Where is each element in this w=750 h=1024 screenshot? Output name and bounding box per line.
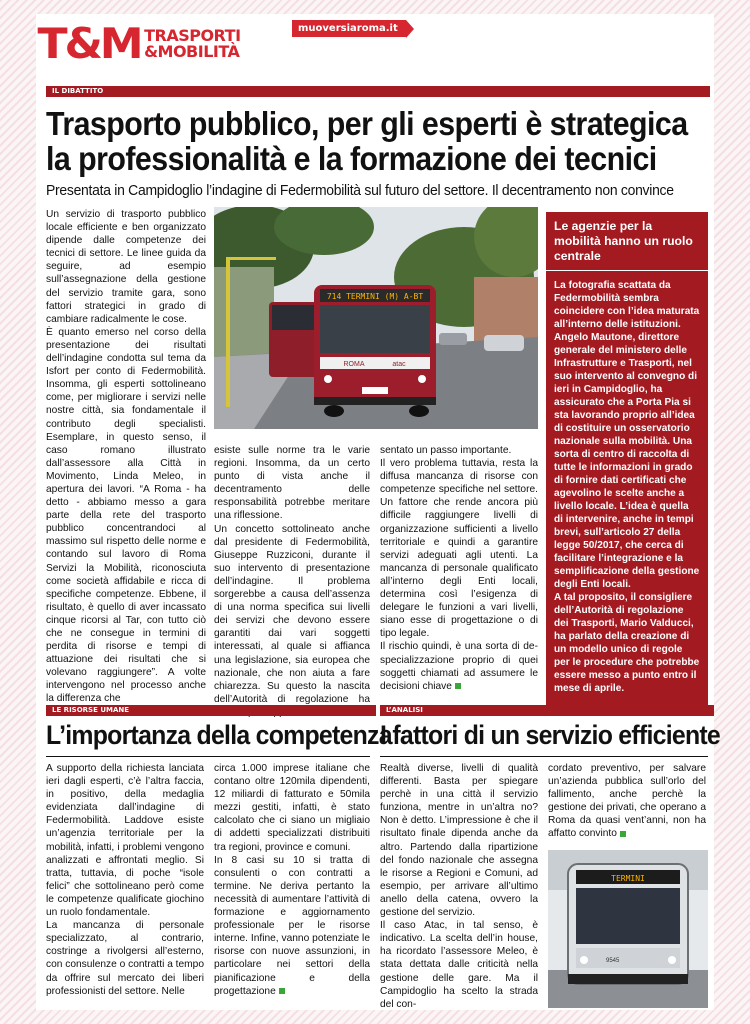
subheadline: Presentata in Campidoglio l’indagine di Federmobilità sul futuro del settore. Il decentramento non convince xyxy=(46,182,674,199)
sidebar-paragraph: La fotografia scattata da Federmobilità sembra coincidere con l’idea maturata all’interno delle istituzioni. Angelo Mautone, direttore generale del ministero delle Infrastrutture e Trasporti, nel suo intervento al convegno di ieri in Campidoglio, ha assicurato che a Porta Pia si sta lavorando proprio all’idea di costituire un osservatorio nazionale sulla mobilità. Una sorta di centro di raccolta di tutte le informazioni in grado di fornire dati certificati che agevolino le scelte anche a livello locale. L’idea è quella di intervenire, anche in tempi brevi, sull’articolo 27 della legge 50/2017, che cerca di facilitare l’integrazione e la semplificazione della gestione degli Enti locali. xyxy=(554,280,700,590)
sidebar-paragraph: A tal proposito, il consigliere dell’Autorità di regolazione dei Trasporti, Mario Valducci, ha parlato della creazione di un modello unico di regole per le procedure che potrebbe essere messo a punto entro il mese di aprile. xyxy=(554,592,700,694)
bus-photo xyxy=(214,207,538,429)
bus-illustration-2 xyxy=(548,850,708,1008)
paragraph: esiste sulle norme tra le varie regioni. Insomma, da un certo punto di vista anche il decentramento delle responsabilità potrebbe meritare una riflessione. xyxy=(214,445,370,522)
bus-photo-2 xyxy=(548,850,708,1008)
website-tag: muoversiaroma.it xyxy=(292,20,406,37)
bus-brand-atac: atac xyxy=(392,361,406,368)
article-column-2 xyxy=(214,444,370,719)
article-2-headline: L’importanza della competenza xyxy=(46,720,392,750)
paragraph: Un concetto sottolineato anche dal presidente di Federmobilità, Giuseppe Ruzziconi, durante il suo intervento di presentazione dell’indagine. Il problema sorgerebbe a causa dell’assenza di una norma specifica sui livelli dei servizi che devono essere garantiti dai vari soggetti interessati, al quale si affianca una legislazione, sia europea che nazionale, che non aiuta a fare chiarezza. Su questo la nascita dell’Autorità di regolazione ha xyxy=(214,523,370,705)
section-label: L’ANALISI xyxy=(380,705,714,716)
logo-monogram: T&M xyxy=(37,19,141,68)
article-3-headline: I fattori di un servizio efficiente xyxy=(380,720,721,750)
article-2-column-2 xyxy=(214,762,370,998)
logo-wordmark xyxy=(144,28,240,60)
bus-2-destination-sign: TERMINI xyxy=(611,874,645,883)
divider xyxy=(46,756,370,757)
divider xyxy=(380,756,708,757)
paragraph: La mancanza di personale specializzato, al contrario, costringe a rivolgersi all’esterno, con consulenze o contratti a tempo da offrire sul mercato dei liberi professionisti del settore. Nelle xyxy=(46,920,205,997)
article-2-column-1 xyxy=(46,762,204,998)
end-mark-icon xyxy=(620,831,626,837)
paragraph xyxy=(548,762,706,841)
paragraph xyxy=(214,854,370,998)
bus-destination-sign: 714 TERMINI (M) A-BT xyxy=(326,292,424,301)
paragraph-text: Il rischio quindi, è una sorta di de-specializzazione proprio di quei soggetti chiamati ad assumere le decisioni chiave xyxy=(380,641,538,692)
paragraph: Realtà diverse, livelli di qualità differenti. Basta per spiegare perchè in una città il servizio funziona, mentre in un’altra no? Non è detto. L’impressione è che il risultato finale dipenda anche da altro. Partendo dalla ripartizione del fondo nazionale che assegna le risorse a Regioni e Comuni, ad esempio, per arrivare all’ultimo anello della catena, ovvero la gestione del servizio. xyxy=(380,763,538,919)
section-label: LE RISORSE UMANE xyxy=(46,705,376,716)
paragraph: Il caso Atac, in tal senso, è indicativo. La scelta dell’in house, ha ricordato l’assessore Meleo, è stata dettata dalle criticità nella gestione delle gare. Ma il Campidoglio ha scelto la strada del con- xyxy=(380,920,538,1010)
paragraph-text: In 8 casi su 10 si tratta di consulenti o con contratti a termine. Ne deriva pertanto la necessità di aumentare l’attività di formazione e aggiornamento professionale per le risorse interne. Infine, vanno potenziate le risorse con nuove assunzioni, in particolare nei settori della pianificazione e della progettazione xyxy=(214,854,370,997)
sidebar-title: Le agenzie per la mobilità hanno un ruolo centrale xyxy=(546,212,708,271)
publication-logo xyxy=(37,18,241,70)
paragraph: Un servizio di trasporto pubblico locale efficiente e ben organizzato dipende dalle competenze dei tecnici di settore. Le linee guida da seguire, ad esempio sull’assegnazione della gestione del servizio tramite gara, sono fattori strategici in grado di cambiare radicalmente le cose. xyxy=(46,209,206,325)
paragraph: circa 1.000 imprese italiane che contano oltre 120mila dipendenti, 12 miliardi di fatturato e 50mila mezzi gestiti, infatti, è stato calcolato che ci siano un migliaio di addetti specializzati distribuiti tra regioni, province e comuni. xyxy=(214,763,370,853)
bus-illustration xyxy=(214,207,538,429)
newspaper-page xyxy=(36,14,721,1010)
article-3-column-2 xyxy=(548,762,706,841)
sidebar-box xyxy=(546,212,708,707)
paragraph: A supporto della richiesta lanciata ieri dagli esperti, c’è l’altra faccia, in positivo, della medaglia evidenziata dall’indagine di Federmobilità. Laddove esiste un’agenzia territoriale per la mobilità, infatti, i problemi vengono analizzati e affrontati meglio. Si tratta, tuttavia, di poche “isole felici” che sottolineano però come le competenze qualificate giochino un ruolo fondamentale. xyxy=(46,763,204,919)
paragraph: sentato un passo importante. xyxy=(380,445,512,456)
bus-2-number: 9545 xyxy=(606,958,620,964)
paragraph xyxy=(380,640,538,692)
article-column-3 xyxy=(380,444,538,693)
section-label: IL DIBATTITO xyxy=(46,86,710,97)
article-column-1 xyxy=(46,208,206,706)
bus-brand-roma: ROMA xyxy=(343,361,365,368)
paragraph: Il vero problema tuttavia, resta la diffusa mancanza di risorse con competenze specifiche nel settore. Un fattore che rende ancora più difficile raggiungere livelli di organizzazione sufficienti a livello territoriale e quindi a garantire servizi adeguati agli utenti. La mancanza di personale qualificato all’interno degli Enti locali, determina così l’esigenza di delegare le funzioni a vari livelli, siano esse di progettazione o di tipo legale. xyxy=(380,458,538,640)
sidebar-text xyxy=(546,279,708,695)
end-mark-icon xyxy=(455,683,461,689)
headline-line-1: Trasporto pubblico, per gli esperti è strategica xyxy=(46,105,688,142)
logo-line-2: &MOBILITÀ xyxy=(144,42,240,61)
article-3-column-1 xyxy=(380,762,538,1011)
main-headline xyxy=(46,106,708,176)
headline-line-2: la professionalità e la formazione dei tecnici xyxy=(46,140,657,177)
paragraph-text: cordato preventivo, per salvare un’azienda pubblica sull’orlo del fallimento, anche perchè la gestione dei privati, che operano a Roma da quasi vent’anni, non ha affatto convinto xyxy=(548,763,706,840)
logo-line-1: TRASPORTI xyxy=(144,26,241,45)
paragraph: È quanto emerso nel corso della presentazione dei risultati dell’indagine condotta sul tema da Isfort per conto di Federmobilità. Insomma, gli esperti sottolineano come, per migliorare i servizi nelle nostre città, sia fondamentale il contributo degli specialisti. Esemplare, in questo senso, il caso romano illustrato dall’assessore alla Città in Movimento, Linda Meleo, in apertura dei lavori. “A Roma - ha detto - abbiamo messo a gara parte della rete del trasporto pubblico concentrandoci al massimo sul rispetto delle norme e contando sul lavoro di Roma Servizi la Mobilità, riconosciuta come società affidabile e ricca di specifiche competenze. Ebbene, il risultato, è quello di aver incassato cinque ricorsi al Tar, con tutto ciò che ne consegue in termini di perdita di risorse e tempi di attuazione dei risultati che si volevano raggiungere”. A volte intervengono nel processo anche la differenza che xyxy=(46,326,206,705)
end-mark-icon xyxy=(279,988,285,994)
